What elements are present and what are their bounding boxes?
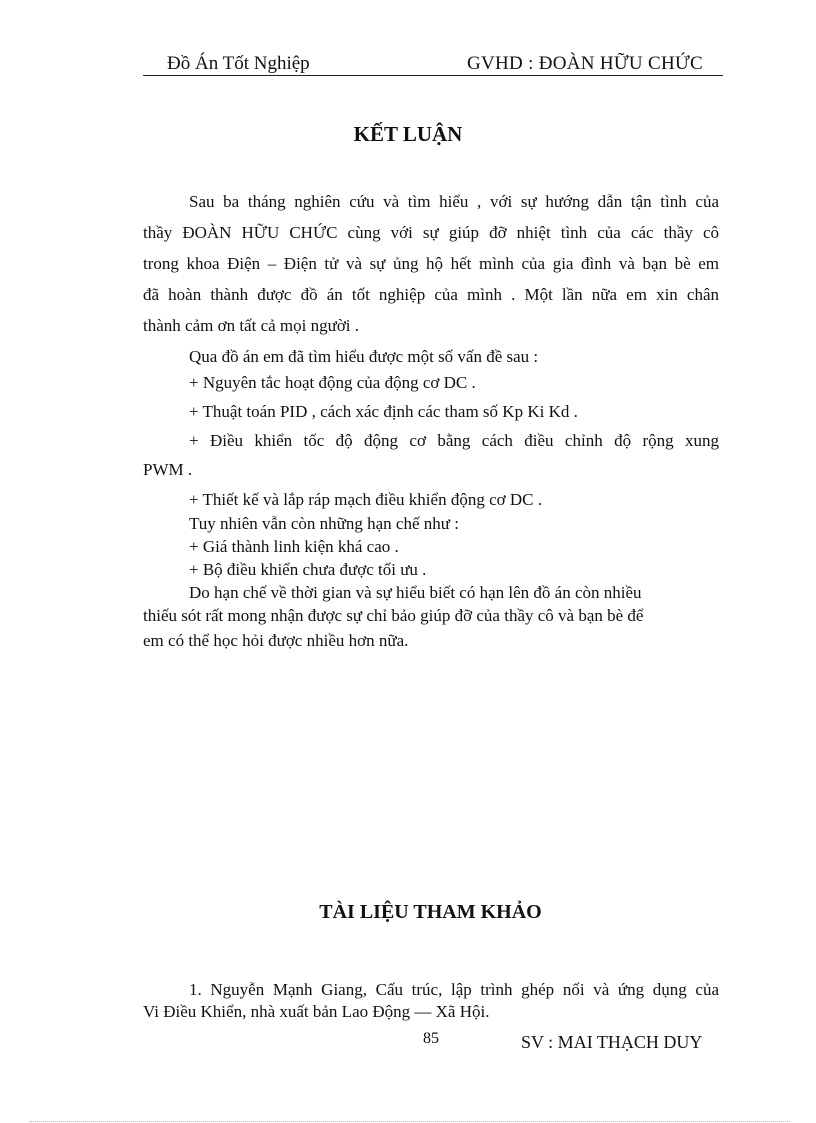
conclusion-line: em có thể học hỏi được nhiều hơn nữa. [143, 631, 409, 650]
header-thesis-label: Đồ Án Tốt Nghiệp [167, 53, 310, 74]
conclusion-line: Qua đồ án em đã tìm hiểu được một số vấn đề sau : [189, 347, 539, 366]
footer-student: SV : MAI THẠCH DUY [521, 1032, 703, 1052]
conclusion-line: + Thuật toán PID , cách xác định các tham số Kp Ki Kd . [189, 402, 578, 421]
conclusion-line: thành cảm ơn tất cả mọi người . [143, 316, 360, 335]
conclusion-line: thiếu sót rất mong nhận được sự chỉ bảo giúp đỡ của thầy cô và bạn bè để [143, 606, 644, 625]
conclusion-line: + Nguyên tắc hoạt động của động cơ DC . [189, 373, 476, 392]
conclusion-line: Tuy nhiên vẫn còn những hạn chế như : [189, 514, 459, 533]
conclusion-title: KẾT LUẬN [353, 122, 463, 146]
page-bottom-border [30, 1121, 790, 1122]
conclusion-line: Sau ba tháng nghiên cứu và tìm hiểu , với sự hướng dẫn tận tình của [189, 192, 719, 211]
conclusion-line: + Bộ điều khiển chưa được tối ưu . [189, 560, 427, 579]
page-number: 85 [423, 1030, 439, 1047]
conclusion-line: thầy ĐOÀN HỮU CHỨC cùng với sự giúp đỡ nhiệt tình của các thầy cô [143, 223, 719, 242]
conclusion-line: PWM . [143, 460, 193, 479]
conclusion-line: Do hạn chế về thời gian và sự hiểu biết có hạn lên đồ án còn nhiều [189, 583, 642, 602]
page-header [143, 50, 723, 76]
header-rule [143, 75, 723, 76]
conclusion-line: + Giá thành linh kiện khá cao . [189, 537, 399, 556]
references-title: TÀI LIỆU THAM KHẢO [319, 901, 542, 923]
conclusion-line: đã hoàn thành được đồ án tốt nghiệp của mình . Một lần nữa em xin chân [143, 285, 719, 304]
reference-line: 1. Nguyễn Mạnh Giang, Cấu trúc, lập trình ghép nối và ứng dụng của [189, 980, 719, 999]
conclusion-line: + Thiết kế và lắp ráp mạch điều khiển động cơ DC . [189, 490, 542, 509]
header-advisor: GVHD : ĐOÀN HỮU CHỨC [466, 53, 703, 74]
conclusion-line: + Điều khiển tốc độ động cơ bằng cách điều chỉnh độ rộng xung [189, 431, 719, 450]
conclusion-line: trong khoa Điện – Điện tử và sự ủng hộ hết mình của gia đình và bạn bè em [143, 254, 719, 273]
reference-line: Vi Điều Khiển, nhà xuất bản Lao Động — Xã Hội. [143, 1002, 490, 1021]
